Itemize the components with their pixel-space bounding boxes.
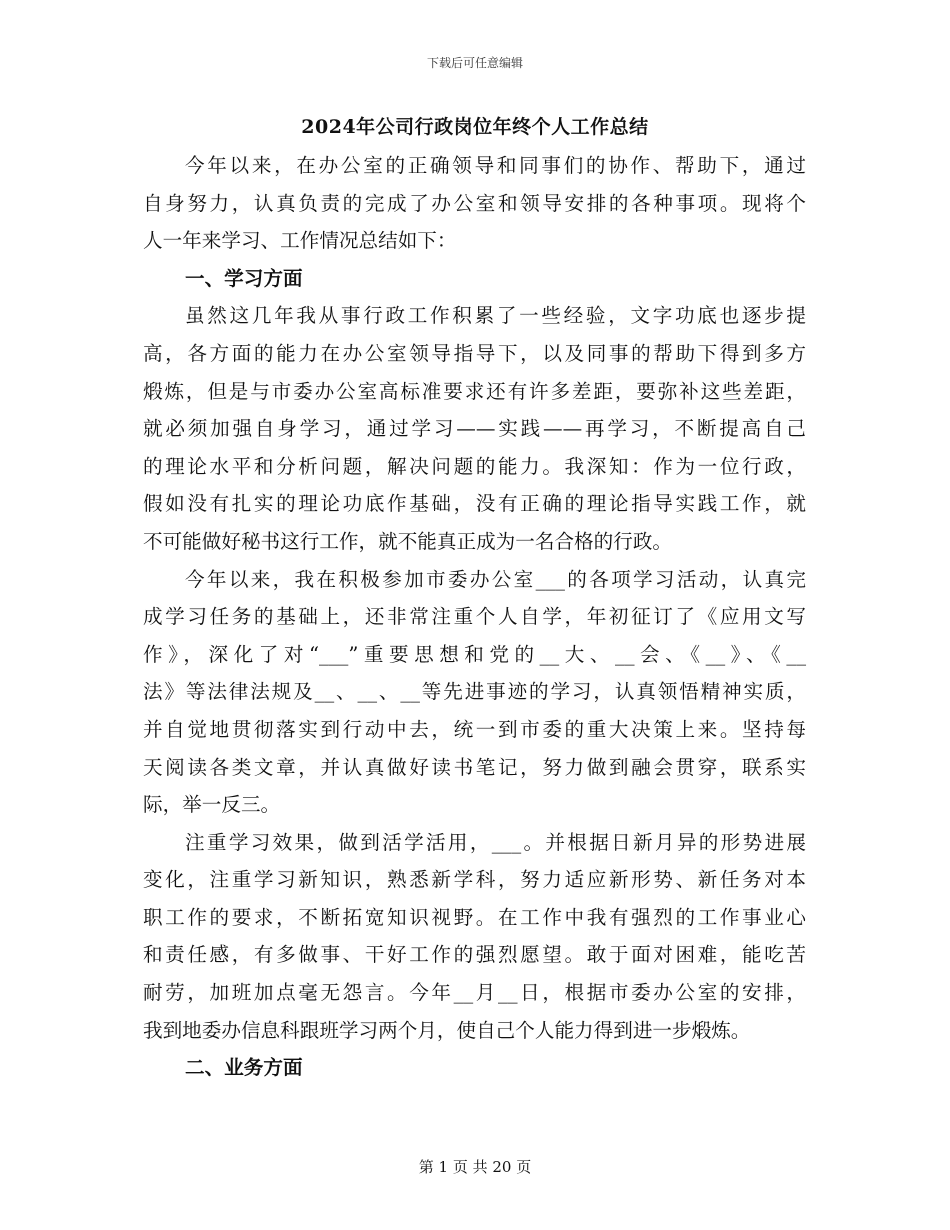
intro-line-1: 今年以来，在办公室的正确领导和同事们的协作、帮助下，通过	[185, 154, 806, 177]
para1-line-5: 的理论水平和分析问题，解决问题的能力。我深知：作为一位行政，	[143, 454, 806, 478]
para3-line-2: 变化，注重学习新知识，熟悉新学科，努力适应新形势、新任务对本	[143, 868, 806, 892]
para1-line-2: 高，各方面的能力在办公室领导指导下，以及同事的帮助下得到多方	[143, 341, 806, 365]
download-note: 下载后可任意编辑	[426, 56, 523, 70]
para1-line-4: 就必须加强自身学习，通过学习——实践——再学习，不断提高自己	[143, 417, 806, 441]
para1-line-7: 不可能做好秘书这行工作，就不能真正成为一名合格的行政。	[143, 529, 673, 553]
para2-line-4: 法》等法律法规及__、__、__等先进事迹的学习，认真领悟精神实质，	[143, 680, 806, 704]
para1-line-3: 煅炼，但是与市委办公室高标准要求还有许多差距，要弥补这些差距，	[143, 379, 806, 403]
page-number: 第 1 页 共 20 页	[418, 1158, 532, 1176]
para3-line-1: 注重学习效果，做到活学活用，___。并根据日新月异的形势进展	[185, 830, 806, 854]
para3-line-3: 职工作的要求，不断拓宽知识视野。在工作中我有强烈的工作事业心	[143, 905, 806, 929]
para2-line-5: 并自觉地贯彻落实到行动中去，统一到市委的重大决策上来。坚持每	[143, 717, 806, 741]
section-heading-study: 一、学习方面	[185, 266, 303, 290]
para2-line-2: 成学习任务的基础上，还非常注重个人自学，年初征订了《应用文写	[143, 605, 806, 629]
intro-line-2: 自身努力，认真负责的完成了办公室和领导安排的各种事项。现将个	[143, 191, 806, 215]
para2-line-1: 今年以来，我在积极参加市委办公室___的各项学习活动，认真完	[185, 567, 806, 591]
para3-line-6: 我到地委办信息科跟班学习两个月，使自己个人能力得到进一步煅炼。	[143, 1018, 751, 1042]
document-title: 2024年公司行政岗位年终个人工作总结	[301, 116, 649, 138]
para3-line-4: 和责任感，有多做事、干好工作的强烈愿望。敢于面对困难，能吃苦	[143, 943, 806, 967]
para2-line-3: 作》，深化了对“___”重要思想和党的__大、__会、《__》、《__	[143, 642, 806, 666]
para1-line-6: 假如没有扎实的理论功底作基础，没有正确的理论指导实践工作，就	[143, 492, 806, 516]
para2-line-6: 天阅读各类文章，并认真做好读书笔记，努力做到融会贯穿，联系实	[143, 755, 806, 779]
section-heading-business: 二、业务方面	[185, 1056, 303, 1080]
para1-line-1: 虽然这几年我从事行政工作积累了一些经验，文字功底也逐步提	[185, 304, 806, 328]
para2-line-7: 际，举一反三。	[143, 793, 281, 817]
document-body	[143, 147, 806, 1087]
para3-line-5: 耐劳，加班加点毫无怨言。今年__月__日，根据市委办公室的安排，	[143, 981, 806, 1005]
intro-line-3: 人一年来学习、工作情况总结如下：	[143, 229, 457, 253]
